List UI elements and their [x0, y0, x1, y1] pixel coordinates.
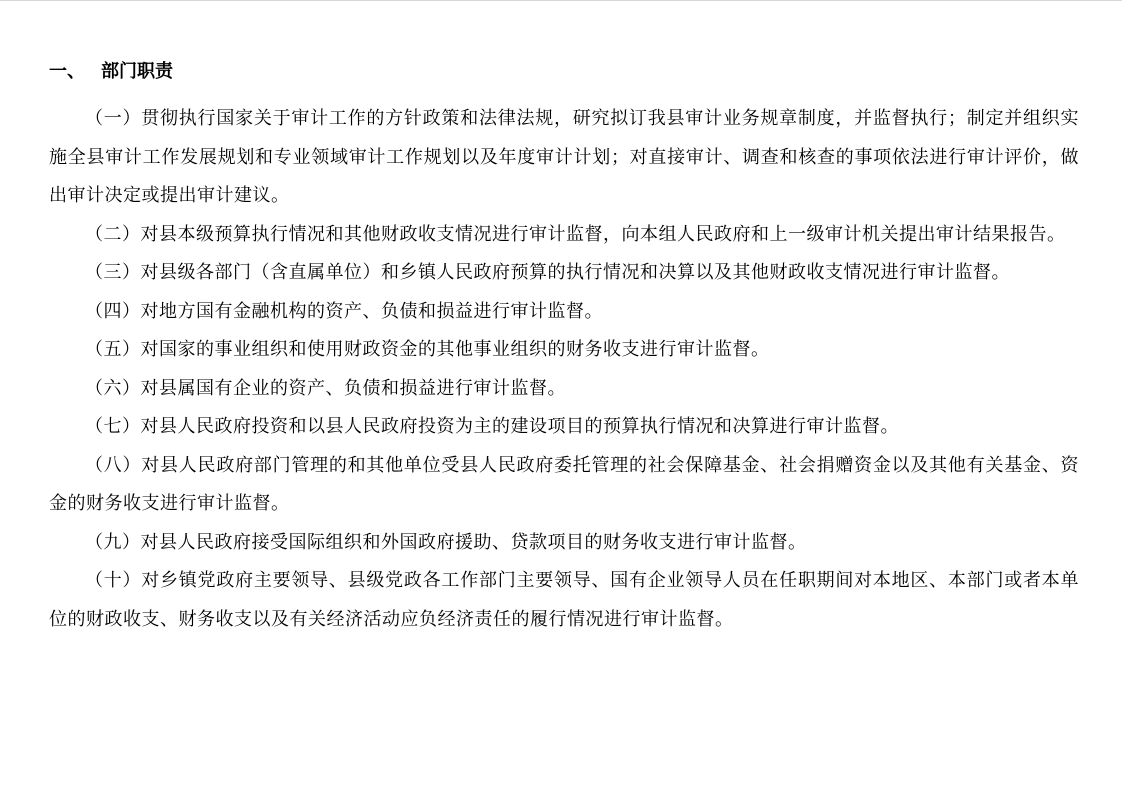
duty-paragraph-1: （一）贯彻执行国家关于审计工作的方针政策和法律法规，研究拟订我县审计业务规章制度，并监督执行；制定并组织实施全县审计工作发展规划和专业领域审计工作规划以及年度审计计划；对直接审计、调查和核查的事项依法进行审计评价，做出审计决定或提出审计建议。	[49, 108, 1079, 206]
duty-paragraph-6: （六）对县属国有企业的资产、负债和损益进行审计监督。	[85, 377, 566, 399]
duty-paragraph-10: （十）对乡镇党政府主要领导、县级党政各工作部门主要领导、国有企业领导人员在任职期间对本地区、本部门或者本单位的财政收支、财务收支以及有关经济活动应负经济责任的履行情况进行审计监督。	[49, 570, 1079, 630]
duty-paragraph-5: （五）对国家的事业组织和使用财政资金的其他事业组织的财务收支进行审计监督。	[85, 339, 770, 360]
section-number: 一、	[49, 61, 85, 82]
duty-paragraph-8: （八）对县人民政府部门管理的和其他单位受县人民政府委托管理的社会保障基金、社会捐赠资金以及其他有关基金、资金的财务收支进行审计监督。	[49, 454, 1079, 514]
duty-paragraph-2: （二）对县本级预算执行情况和其他财政收支情况进行审计监督，向本组人民政府和上一级审计机关提出审计结果报告。	[85, 223, 1066, 245]
section-title: 部门职责	[101, 61, 173, 82]
duty-paragraph-9: （九）对县人民政府接受国际组织和外国政府援助、贷款项目的财务收支进行审计监督。	[85, 531, 807, 553]
duty-paragraph-3: （三）对县级各部门（含直属单位）和乡镇人民政府预算的执行情况和决算以及其他财政收支情况进行审计监督。	[85, 262, 1010, 283]
duty-paragraph-4: （四）对地方国有金融机构的资产、负债和损益进行审计监督。	[85, 300, 603, 322]
duties-list	[49, 100, 1079, 639]
section-heading	[49, 58, 173, 86]
duty-paragraph-7: （七）对县人民政府投资和以县人民政府投资为主的建设项目的预算执行情况和决算进行审计监督。	[85, 416, 899, 437]
